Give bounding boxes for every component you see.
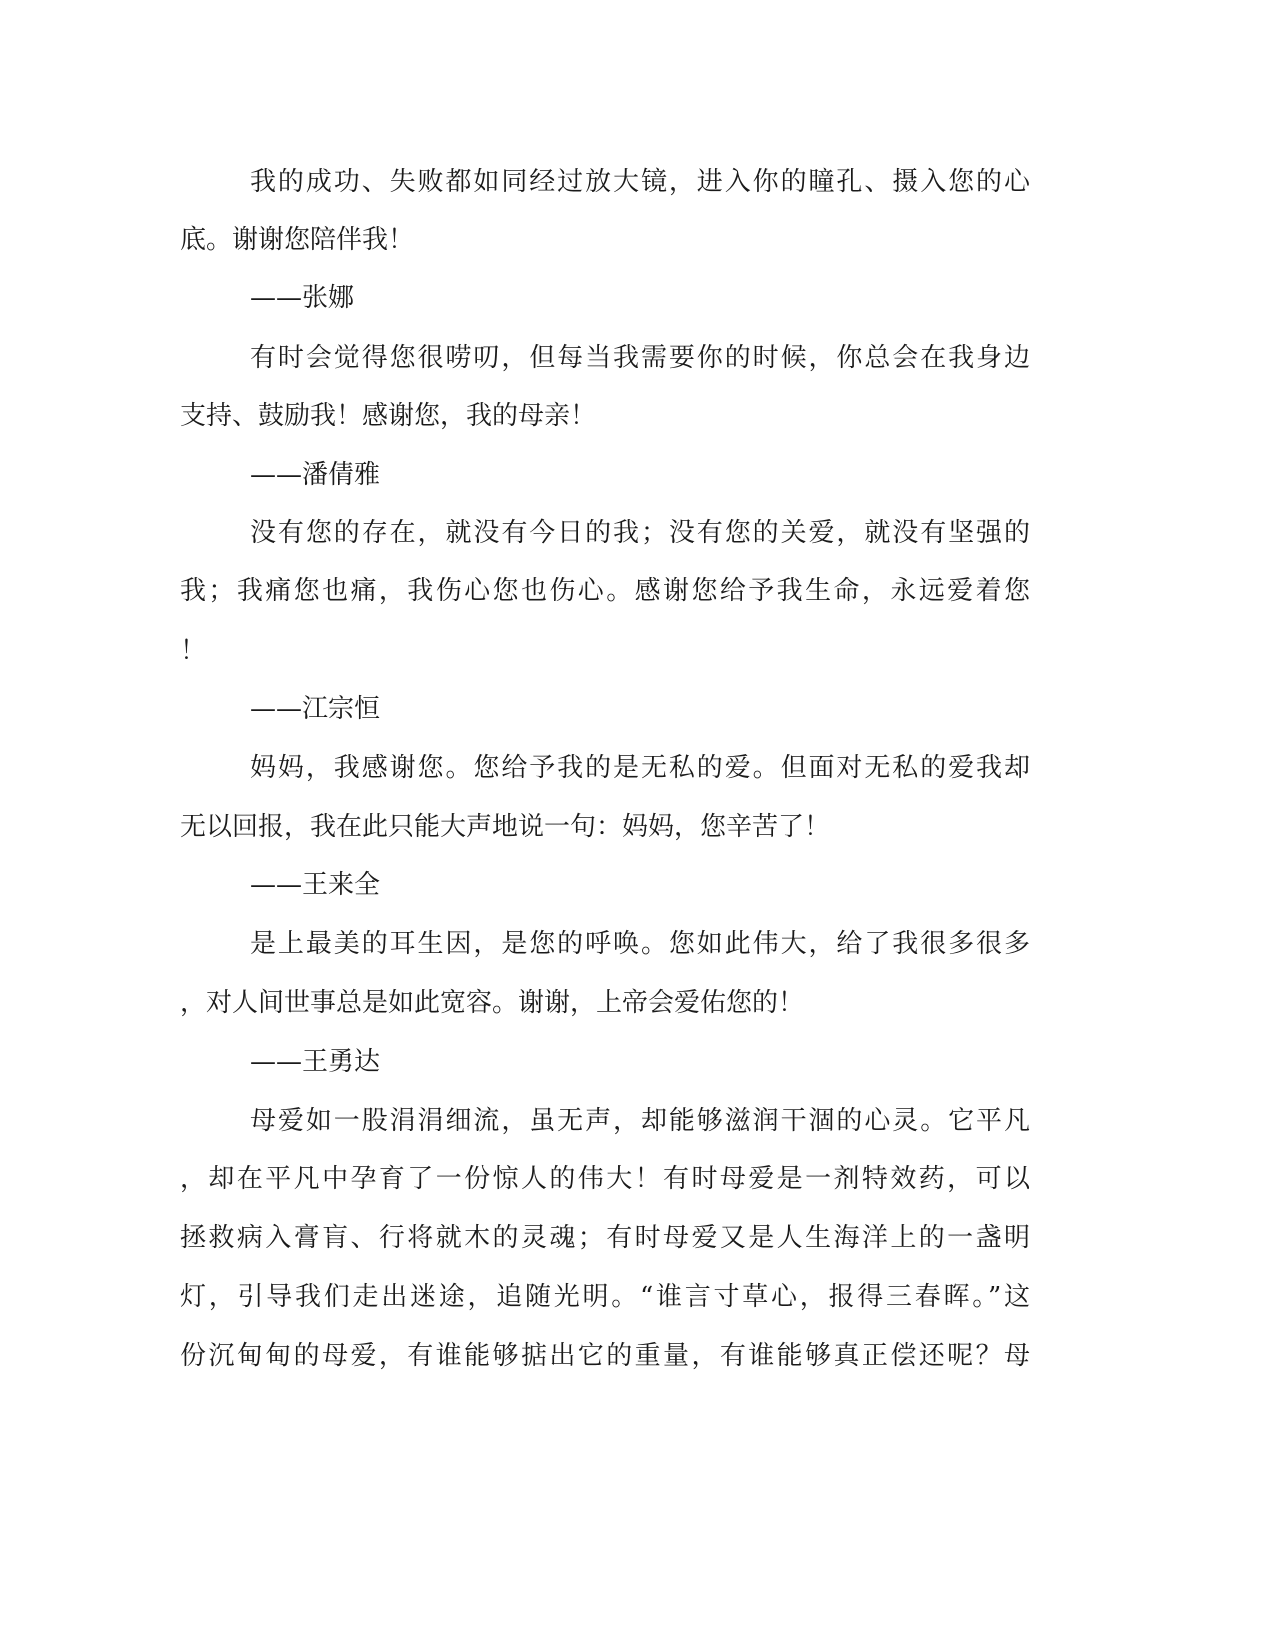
signature-line: ——张娜 [250,283,355,313]
signature-line: ——潘倩雅 [250,460,381,490]
paragraph-line: 是上最美的耳生因，是您的呼唤。您如此伟大，给了我很多很多 [250,929,1030,959]
paragraph-line: 我；我痛您也痛，我伤心您也伤心。感谢您给予我生命，永远爱着您 [180,576,1030,606]
paragraph-line: 底。谢谢您陪伴我！ [180,225,415,255]
signature-line: ——江宗恒 [250,694,381,724]
paragraph-line: 我的成功、失败都如同经过放大镜，进入你的瞳孔、摄入您的心 [250,167,1030,197]
paragraph-line: 母爱如一股涓涓细流，虽无声，却能够滋润干涸的心灵。它平凡 [250,1106,1030,1136]
paragraph-line: 拯救病入膏肓、行将就木的灵魂；有时母爱又是人生海洋上的一盏明 [180,1223,1030,1253]
paragraph-line: ，却在平凡中孕育了一份惊人的伟大！有时母爱是一剂特效药，可以 [180,1164,1030,1194]
signature-line: ——王来全 [250,870,381,900]
signature-line: ——王勇达 [250,1047,381,1077]
paragraph-line: ！ [180,636,207,666]
paragraph-line: 份沉甸甸的母爱，有谁能够掂出它的重量，有谁能够真正偿还呢？母 [180,1341,1030,1371]
paragraph-line: 灯，引导我们走出迷途，追随光明。“谁言寸草心，报得三春晖。”这 [180,1282,1030,1312]
paragraph-line: 有时会觉得您很唠叨，但每当我需要你的时候，你总会在我身边 [250,343,1030,373]
paragraph-line: ，对人间世事总是如此宽容。谢谢，上帝会爱佑您的！ [180,988,805,1018]
paragraph-line: 没有您的存在，就没有今日的我；没有您的关爱，就没有坚强的 [250,518,1030,548]
paragraph-line: 支持、鼓励我！感谢您，我的母亲！ [180,401,597,431]
paragraph-line: 妈妈，我感谢您。您给予我的是无私的爱。但面对无私的爱我却 [250,753,1030,783]
paragraph-line: 无以回报，我在此只能大声地说一句：妈妈，您辛苦了！ [180,812,831,842]
